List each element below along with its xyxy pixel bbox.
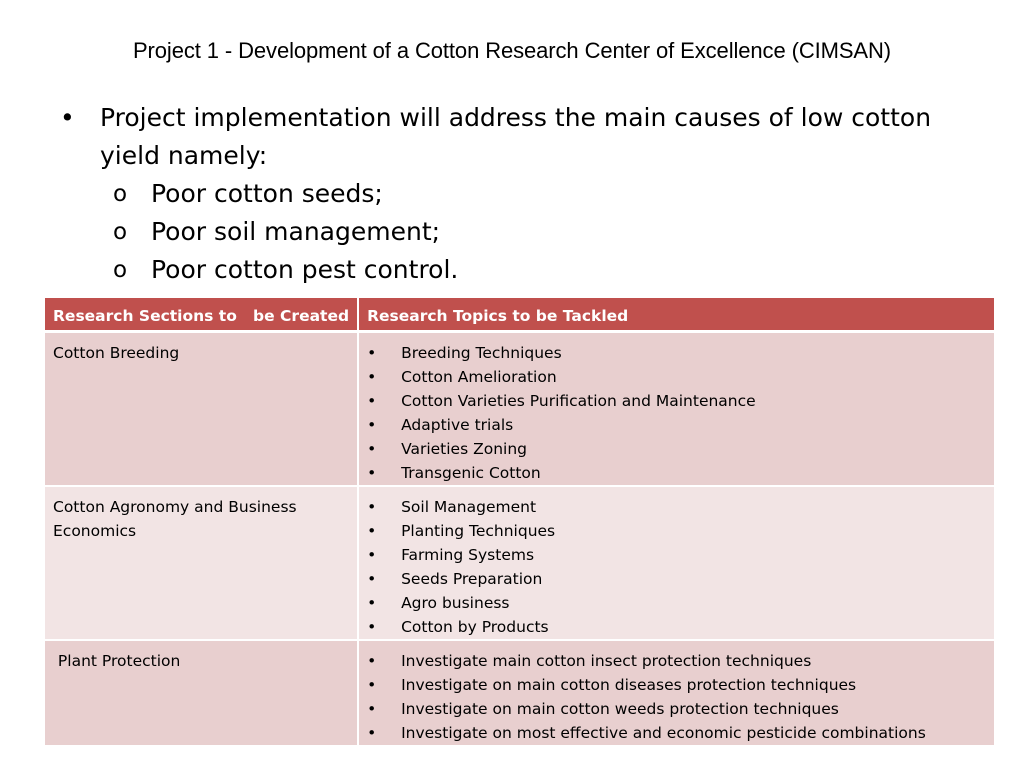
topic-item: [367, 721, 986, 745]
table-row: [44, 331, 995, 486]
topic-item: [367, 389, 986, 413]
topic-item: [367, 461, 986, 485]
cause-item: [60, 175, 980, 213]
table-header-row: [44, 297, 995, 331]
topic-item: [367, 365, 986, 389]
bullet-icon: •: [367, 545, 377, 564]
topic-item: [367, 543, 986, 567]
bullet-icon: •: [60, 103, 75, 132]
topic-text: Cotton Varieties Purification and Maintenance: [401, 391, 756, 410]
topic-list: [367, 341, 986, 485]
bullet-icon: •: [367, 569, 377, 588]
bullet-icon: •: [367, 617, 377, 636]
topic-item: [367, 697, 986, 721]
table-row: [44, 486, 995, 640]
topic-item: [367, 495, 986, 519]
topic-item: [367, 413, 986, 437]
bullet-icon: •: [367, 463, 377, 482]
topic-text: Planting Techniques: [401, 521, 556, 540]
topic-item: [367, 649, 986, 673]
topic-text: Investigate on most effective and economic pesticide combinations: [401, 723, 926, 742]
topic-text: Breeding Techniques: [401, 343, 562, 362]
section-cell: [44, 640, 358, 746]
header-research-topics: Research Topics to be Tackled: [358, 297, 995, 331]
topic-item: [367, 591, 986, 615]
cause-text: Poor cotton seeds;: [151, 179, 383, 208]
topic-text: Investigate on main cotton diseases protection techniques: [401, 675, 857, 694]
section-name: Cotton Agronomy and Business Economics: [53, 497, 297, 540]
bullet-icon: •: [367, 343, 377, 362]
research-table: [43, 296, 996, 747]
topic-text: Investigate on main cotton weeds protection techniques: [401, 699, 839, 718]
topic-text: Cotton Amelioration: [401, 367, 557, 386]
topic-item: [367, 437, 986, 461]
section-name: Cotton Breeding: [53, 343, 180, 362]
bullet-icon: •: [367, 593, 377, 612]
topic-list: [367, 495, 986, 639]
topic-text: Agro business: [401, 593, 510, 612]
bullet-icon: •: [367, 367, 377, 386]
topic-text: Seeds Preparation: [401, 569, 543, 588]
topic-item: [367, 673, 986, 697]
circle-bullet-icon: o: [113, 181, 128, 207]
bullet-icon: •: [367, 699, 377, 718]
topic-list: [367, 649, 986, 745]
slide-title: Project 1 - Development of a Cotton Research Center of Excellence (CIMSAN): [132, 38, 892, 63]
topic-text: Adaptive trials: [401, 415, 514, 434]
cause-text: Poor cotton pest control.: [151, 255, 459, 284]
header-research-sections: Research Sections to be Created: [44, 297, 358, 331]
topic-text: Investigate main cotton insect protection techniques: [401, 651, 812, 670]
bullet-icon: •: [367, 415, 377, 434]
topic-item: [367, 615, 986, 639]
topics-cell: [358, 486, 995, 640]
cause-list: [60, 175, 980, 289]
intro-bullets: [60, 99, 980, 289]
topic-item: [367, 567, 986, 591]
topic-text: Transgenic Cotton: [401, 463, 541, 482]
bullet-icon: •: [367, 439, 377, 458]
section-name: Plant Protection: [53, 651, 181, 670]
topics-cell: [358, 331, 995, 486]
bullet-icon: •: [367, 675, 377, 694]
bullet-icon: •: [367, 521, 377, 540]
topic-text: Soil Management: [401, 497, 537, 516]
circle-bullet-icon: o: [113, 219, 128, 245]
topic-item: [367, 341, 986, 365]
topic-text: Cotton by Products: [401, 617, 549, 636]
topics-cell: [358, 640, 995, 746]
cause-item: [60, 213, 980, 251]
topic-text: Farming Systems: [401, 545, 535, 564]
bullet-icon: •: [367, 497, 377, 516]
circle-bullet-icon: o: [113, 257, 128, 283]
bullet-icon: •: [367, 651, 377, 670]
cause-text: Poor soil management;: [151, 217, 441, 246]
section-cell: [44, 331, 358, 486]
topic-text: Varieties Zoning: [401, 439, 527, 458]
intro-text: Project implementation will address the main causes of low cotton yield namely:: [100, 103, 932, 170]
cause-item: [60, 251, 980, 289]
intro-bullet: [60, 99, 980, 175]
bullet-icon: •: [367, 723, 377, 742]
section-cell: [44, 486, 358, 640]
topic-item: [367, 519, 986, 543]
table-row: [44, 640, 995, 746]
bullet-icon: •: [367, 391, 377, 410]
